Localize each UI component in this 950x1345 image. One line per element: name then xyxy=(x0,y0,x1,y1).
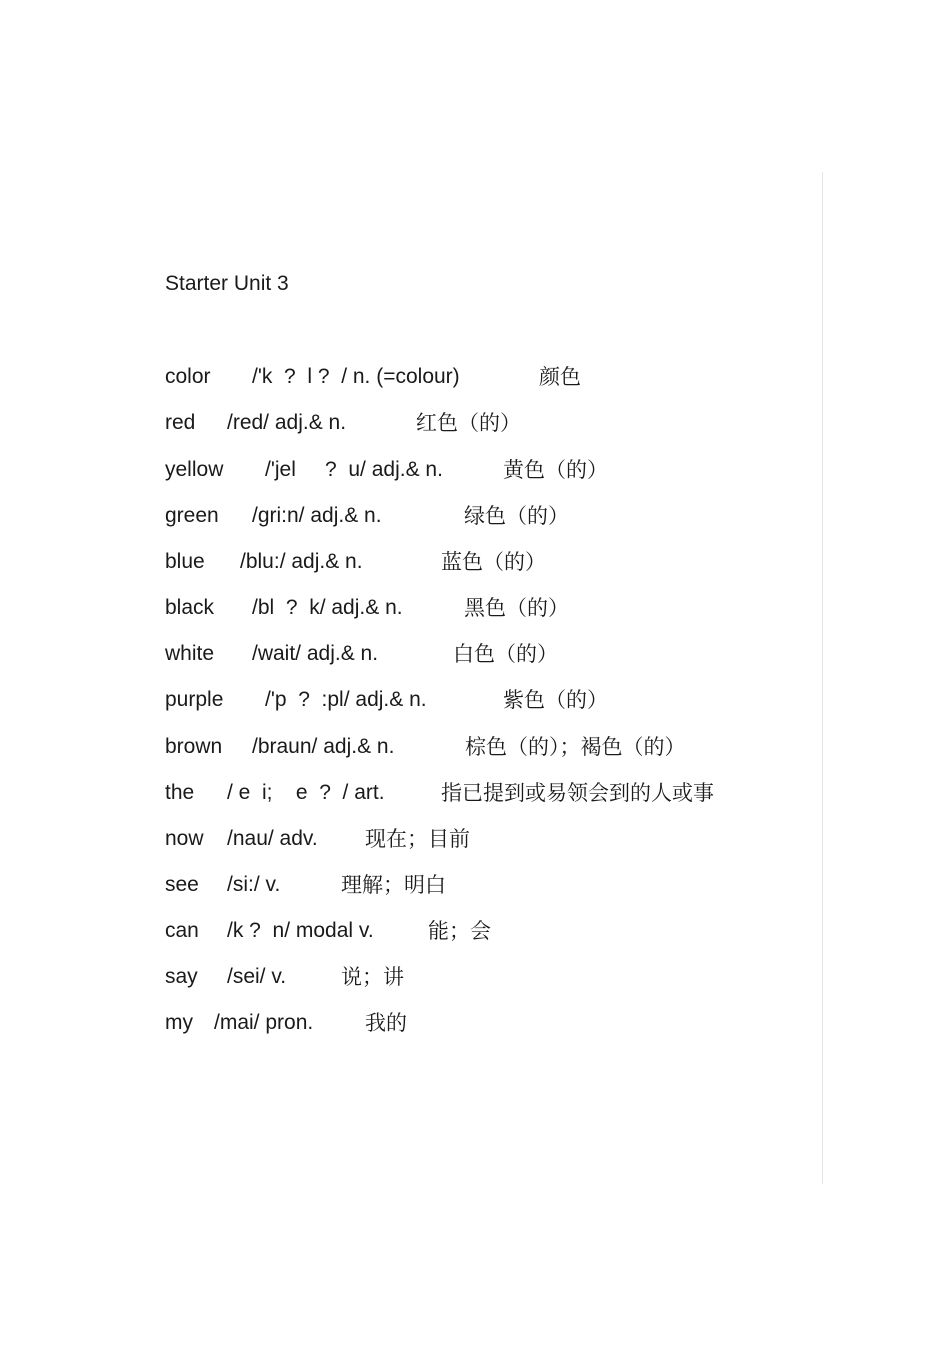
vocab-phonetic: /'jel ? u/ adj.& n. xyxy=(265,458,443,481)
vocab-entry xyxy=(165,455,805,485)
vocab-word: blue xyxy=(165,550,205,573)
vocab-word: can xyxy=(165,919,199,942)
vocab-word: my xyxy=(165,1011,193,1034)
vocab-meaning: 能；会 xyxy=(428,919,491,943)
vocabulary-list xyxy=(165,0,805,1100)
vocab-meaning: 黄色（的） xyxy=(503,458,608,482)
unit-title: Starter Unit 3 xyxy=(165,272,289,295)
vocab-meaning: 蓝色（的） xyxy=(441,550,546,574)
vocab-phonetic: /si:/ v. xyxy=(227,873,281,896)
vocab-word: the xyxy=(165,781,195,804)
vocab-entry xyxy=(165,732,805,762)
vocab-entry xyxy=(165,593,805,623)
vocab-entry xyxy=(165,962,805,992)
vocab-meaning: 黑色（的） xyxy=(464,596,569,620)
vocab-meaning: 紫色（的） xyxy=(503,688,608,712)
vocab-entry xyxy=(165,916,805,946)
vocab-phonetic: /mai/ pron. xyxy=(214,1011,314,1034)
vocab-phonetic: /red/ adj.& n. xyxy=(227,411,347,434)
vocab-meaning: 理解；明白 xyxy=(341,873,446,897)
vocab-phonetic: /'p ? :pl/ adj.& n. xyxy=(265,688,427,711)
vocab-entry xyxy=(165,408,805,438)
vocab-phonetic: /sei/ v. xyxy=(227,965,287,988)
vocab-meaning: 棕色（的）；褐色（的） xyxy=(465,735,686,759)
page-edge-rule xyxy=(822,172,823,1184)
vocab-word: red xyxy=(165,411,196,434)
vocab-meaning: 红色（的） xyxy=(416,411,521,435)
vocab-meaning: 绿色（的） xyxy=(464,504,569,528)
vocab-meaning: 现在；目前 xyxy=(365,827,470,851)
vocab-word: white xyxy=(165,642,215,665)
vocab-entry xyxy=(165,824,805,854)
vocab-entry xyxy=(165,639,805,669)
vocab-phonetic: /'k ? l ? / n. (=colour) xyxy=(252,365,460,388)
vocab-entry xyxy=(165,778,805,808)
vocab-phonetic: /gri:n/ adj.& n. xyxy=(252,504,382,527)
vocab-phonetic: /nau/ adv. xyxy=(227,827,318,850)
vocab-entry xyxy=(165,547,805,577)
vocab-entry xyxy=(165,685,805,715)
vocab-word: black xyxy=(165,596,215,619)
vocab-meaning: 我的 xyxy=(365,1011,407,1035)
vocab-word: yellow xyxy=(165,458,224,481)
vocab-phonetic: /braun/ adj.& n. xyxy=(252,735,395,758)
vocab-word: now xyxy=(165,827,204,850)
vocab-phonetic: /k ? n/ modal v. xyxy=(227,919,374,942)
vocab-meaning: 指已提到或易领会到的人或事 xyxy=(441,781,714,805)
vocab-entry xyxy=(165,870,805,900)
vocab-word: say xyxy=(165,965,198,988)
vocab-phonetic: /blu:/ adj.& n. xyxy=(240,550,363,573)
vocab-phonetic: /bl ? k/ adj.& n. xyxy=(252,596,403,619)
vocab-entry xyxy=(165,501,805,531)
vocab-word: purple xyxy=(165,688,224,711)
vocab-word: see xyxy=(165,873,199,896)
vocab-phonetic: / e i; e ? / art. xyxy=(227,781,385,804)
vocab-meaning: 说；讲 xyxy=(341,965,404,989)
vocab-meaning: 颜色 xyxy=(539,365,581,389)
vocab-word: brown xyxy=(165,735,223,758)
vocab-phonetic: /wait/ adj.& n. xyxy=(252,642,379,665)
vocab-word: green xyxy=(165,504,219,527)
vocab-word: color xyxy=(165,365,211,388)
vocab-entry xyxy=(165,362,805,392)
vocab-meaning: 白色（的） xyxy=(453,642,558,666)
vocab-entry xyxy=(165,1008,805,1038)
